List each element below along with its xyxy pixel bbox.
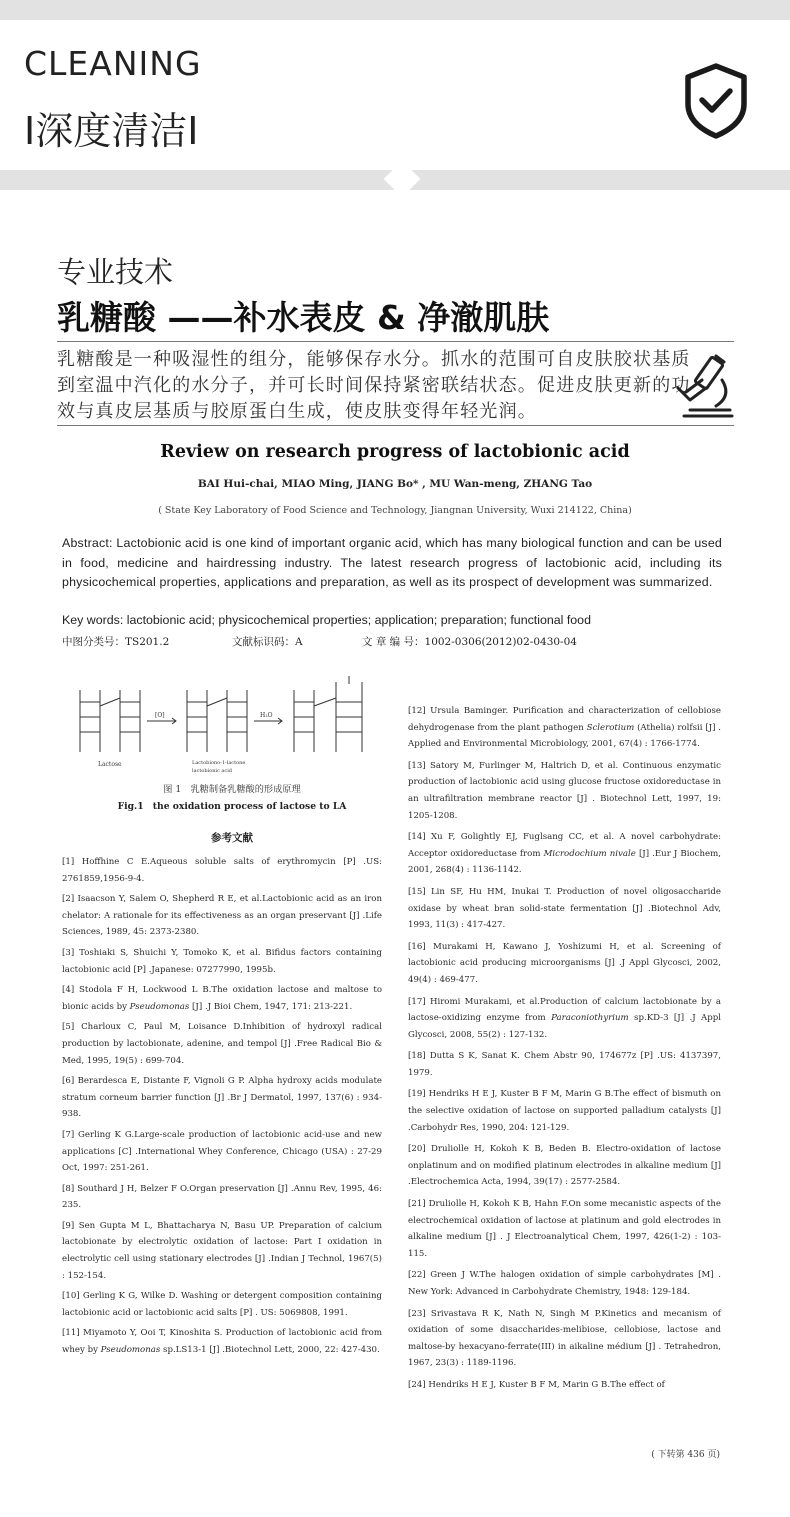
oxidation-scheme-figure <box>62 672 402 776</box>
references-heading: 参考文献 <box>211 832 253 844</box>
figure-label-lactone: Lactobiono-1-lactone <box>192 760 246 766</box>
paper-authors: BAI Hui-chai, MIAO Ming, JIANG Bo* , MU Wan-meng, ZHANG Tao <box>197 478 593 490</box>
section-label-cn: I深度清洁I <box>24 109 199 153</box>
reference-item: [15] Lin SF, Hu HM, Inukai T. Production of novel oligosaccharide oxidase by wheat bran solid-state fermentation [J] .Biotechnol Adv, 1993, 11(3) : 417-427. <box>408 886 721 931</box>
section-title: 乳糖酸 ——补水表皮 & 净澈肌肤 <box>57 298 550 337</box>
figure-label-acid: lactobionic acid <box>192 768 232 774</box>
reference-item: [17] Hiromi Murakami, et al.Production of calcium lactobionate by a lactose-oxidizing enzyme from Paraconiothyrium sp.KD-3 [J] .J Appl Glycosci, 2008, 55(2) : 127-132. <box>408 996 722 1040</box>
reference-item: [20] Druliolle H, Kokoh K B, Beden B. Electro-oxidation of lactose onplatinum and on modified platinum electrodes in alkaline medium [J] .Electrochemica Acta, 1994, 39(17) : 2577-2584. <box>408 1144 721 1188</box>
references-left-column <box>62 854 382 1363</box>
reference-item: [6] Berardesca E, Distante F, Vignoli G P. Alpha hydroxy acids modulate stratum corneum barrier function [J] .Br J Dermatol, 1997, 137(6) : 934-938. <box>62 1076 382 1120</box>
reference-item: [21] Druliolle H, Kokoh K B, Hahn F.On some mecanistic aspects of the electrochemical oxidation of lactose at platinum and gold electrodes in alkaline medium [J] . J Electroanalytical Chem, 1997, 426(1-2) : 103-115. <box>408 1199 721 1259</box>
class-number: 中图分类号：TS201.2 <box>62 636 170 648</box>
shield-check-icon <box>683 62 749 140</box>
reference-item: [1] Hoffhine C E.Aqueous soluble salts of erythromycin [P] .US: 2761859,1956-9-4. <box>62 857 382 884</box>
reference-item: [18] Dutta S K, Sanat K. Chem Abstr 90, 174677z [P] .US: 4137397, 1979. <box>408 1051 721 1078</box>
section-subtitle: 专业技术 <box>57 255 174 289</box>
reference-item: [12] Ursula Baminger. Purification and characterization of cellobiose dehydrogenase from the plant pathogen Sclerotium (Athelia) rolfsii [J] . Applied and Environmental Microbiology, 2001, 67(4) : 1766-1774. <box>408 706 721 750</box>
reference-item: [23] Srivastava R K, Nath N, Singh M P.Kinetics and mecanism of oxidation of some disaccharides-melibiose, cellobiose, lactose and maltose-by hexacyano-ferrate(III) in aikaline médium [J] . Tetrahedron, 1967, 23(3) : 1189-1196. <box>408 1308 721 1369</box>
reference-item: [9] Sen Gupta M L, Bhattacharya N, Basu UP. Preparation of calcium lactobionate by electrolytic oxidation of lactose: Part I oxidation in electrolytic cell using stationary electrodes [J] .Indian J Technol, 1967(5) : 152-154. <box>62 1220 382 1281</box>
paper-affiliation: ( State Key Laboratory of Food Science and Technology, Jiangnan University, Wuxi 214122, China) <box>158 505 632 516</box>
intro-text: 乳糖酸是一种吸湿性的组分，能够保存水分。抓水的范围可自皮肤胶状基质到室温中汽化的水分子，并可长时间保持紧密联结状态。促进皮肤更新的功效与真皮层基质与胶原蛋白生成，使皮肤变得年轻光润。 <box>57 349 691 422</box>
microscope-icon <box>676 352 734 418</box>
reference-item: [2] Isaacson Y, Salem O, Shepherd R E, et al.Lactobionic acid as an iron chelator: A rationale for its effectiveness as an organ preservant [J] .Life Sciences, 1989, 45: 2373-2380. <box>62 894 382 938</box>
references-right-column <box>408 703 721 1399</box>
reference-item: [11] Miyamoto Y, Ooi T, Kinoshita S. Production of lactobionic acid from whey by Pseudomonas sp.LS13-1 [J] .Biotechnol Lett, 2000, 22: 427-430. <box>62 1328 382 1356</box>
figure-label-water: H₂O <box>260 712 273 719</box>
section-label-en: CLEANING <box>24 44 202 83</box>
rule-bottom <box>57 425 734 426</box>
top-band <box>0 0 790 20</box>
figure-label-lactose: Lactose <box>98 761 122 768</box>
reference-item: [4] Stodola F H, Lockwood L B.The oxidation lactose and maltose to bionic acids by Pseudomonas [J] .J Bioi Chem, 1947, 171: 213-221. <box>62 985 382 1012</box>
reference-item: [22] Green J W.The halogen oxidation of simple carbohydrates [M] . New York: Advanced in Carbohydrate Chemistry, 1948: 129-184. <box>408 1270 721 1297</box>
reference-item: [5] Charloux C, Paul M, Loisance D.Inhibition of hydroxyl radical production by lactobionate, adenine, and tempol [J] .Free Radical Bio & Med, 1995, 19(5) : 699-704. <box>62 1022 382 1066</box>
reference-item: [16] Murakami H, Kawano J, Yoshizumi H, et al. Screening of lactobionic acid producing microorganisms [J] .J Appl Glycosci, 2002, 49(4) : 469-477. <box>408 941 721 985</box>
continued-note: ( 下转第 436 页) <box>651 1450 720 1460</box>
reference-item: [10] Gerling K G, Wilke D. Washing or detergent composition containing lactobionic acid or lactobionic acid salts [P] . US: 5069808, 1991. <box>62 1291 382 1318</box>
rule-top <box>57 341 734 342</box>
reference-item: [8] Southard J H, Belzer F O.Organ preservation [J] .Annu Rev, 1995, 46: 235. <box>62 1183 382 1211</box>
paper-abstract: Abstract: Lactobionic acid is one kind of important organic acid, which has many biological function and can be used in food, medicine and hairdressing industry. The latest research progress of lactobionic acid, including its physicochemical properties, applications and preparation, as well as its prospect of development was summarized. <box>62 536 722 589</box>
reference-item: [7] Gerling K G.Large-scale production of lactobionic acid-use and new applications [C] .International Whey Conference, Chicago (USA) : 27-29 Oct, 1997: 251-261. <box>62 1129 382 1174</box>
reference-item: [24] Hendriks H E J, Kuster B F M, Marin G B.The effect of <box>408 1379 665 1390</box>
reference-item: [3] Toshiaki S, Shuichi Y, Tomoko K, et al. Bifidus factors containing lactobionic acid [P] .Japanese: 07277990, 1995b. <box>62 947 382 975</box>
paper-title: Review on research progress of lactobionic acid <box>160 442 630 462</box>
reference-item: [14] Xu F, Golightly EJ, Fuglsang CC, et al. A novel carbohydrate: Acceptor oxidoreductase from Microdochium nivale [J] .Eur J Biochem, 2001, 268(4) : 1136-1142. <box>408 832 721 876</box>
figure-caption-en: Fig.1 the oxidation process of lactose to LA <box>117 801 347 812</box>
document-code: 文献标识码：A <box>232 636 303 648</box>
figure-caption-cn: 图 1 乳糖制备乳糖酸的形成原理 <box>163 784 301 795</box>
figure-label-oxidant: [O] <box>155 712 165 719</box>
reference-item: [13] Satory M, Furlinger M, Haltrich D, et al. Continuous enzymatic production of lactobionic acid using glucose fructose oxidoreductase in an ultrafiltration membrane reactor [J] . Biotechnol Lett, 1997, 19: 1205-1208. <box>408 760 721 821</box>
divider-notch <box>384 161 421 198</box>
paper-keywords: Key words: lactobionic acid; physicochemical properties; application; preparation; functional food <box>62 613 591 627</box>
reference-item: [19] Hendriks H E J, Kuster B F M, Marin G B.The effect of bismuth on the selective oxidation of lactose on supported palladium catalysts [J] .Carbohydr Res, 1990, 204: 121-129. <box>408 1089 721 1133</box>
article-number: 文 章 编 号：1002-0306(2012)02-0430-04 <box>362 636 577 648</box>
